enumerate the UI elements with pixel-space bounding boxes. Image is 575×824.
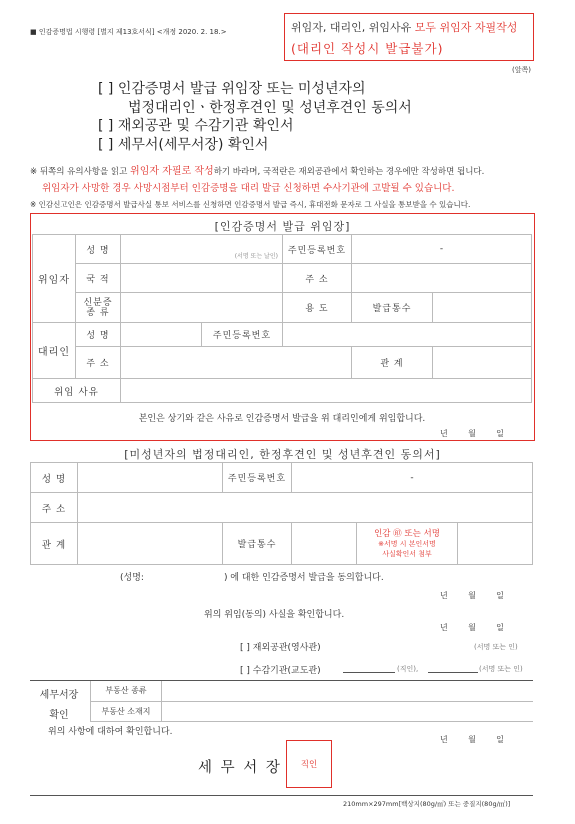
realty-location-label: 부동산 소재지 — [91, 701, 162, 721]
note-1 — [30, 162, 484, 177]
consent-seal-field[interactable] — [357, 523, 458, 565]
delegator-address-field[interactable] — [352, 264, 532, 293]
agent-name-label: 성 명 — [76, 323, 121, 347]
delegation-table — [32, 234, 532, 403]
consent-agreement — [120, 570, 384, 583]
agree-suffix: ) 에 대한 인감증명서 발급을 동의합니다. — [223, 573, 384, 583]
consent-name-label: 성 명 — [31, 463, 78, 493]
front-label: (앞쪽) — [512, 66, 531, 74]
agent-address-label: 주 소 — [76, 347, 121, 379]
note-1-prefix: ※ 뒤쪽의 유의사항을 읽고 — [30, 167, 131, 177]
consent-date: 년 월 일 — [440, 591, 504, 600]
notice-box — [284, 13, 534, 61]
copies-field[interactable] — [433, 293, 532, 323]
tax-table — [90, 681, 533, 722]
embassy-line[interactable]: [ ] 재외공관(영사관) — [240, 643, 321, 653]
title-line-4: [ ] 세무서(세무서장) 확인서 — [98, 136, 269, 153]
realty-location-field[interactable] — [162, 701, 534, 721]
agent-rrn-field[interactable] — [283, 323, 532, 347]
delegator-label: 위임자 — [33, 235, 76, 323]
confirm-date: 년 월 일 — [440, 623, 504, 632]
consent-copies-field[interactable] — [292, 523, 357, 565]
title-line-1: [ ] 인감증명서 발급 위임장 또는 미성년자의 — [98, 81, 366, 97]
consent-rrn-dash: - — [410, 472, 414, 483]
delegator-rrn-field[interactable] — [352, 235, 532, 264]
tax-date: 년 월 일 — [440, 735, 504, 744]
reason-field[interactable] — [121, 379, 532, 403]
paper-spec: 210mm×297mm[백상지(80g/㎡) 또는 중질지(80g/㎡)] — [343, 800, 511, 808]
id-type-field[interactable] — [121, 293, 283, 323]
consent-spacer — [458, 523, 533, 565]
agent-rrn-label: 주민등록번호 — [202, 323, 283, 347]
note-1-suffix: 하기 바라며, 국적란은 재외공관에서 확인하는 경우에만 작성하면 됩니다. — [213, 167, 485, 177]
sign-hint: (서명 또는 날인) — [234, 253, 278, 260]
relation-field[interactable] — [433, 347, 532, 379]
prison-line[interactable]: [ ] 수감기관(교도관) — [240, 666, 321, 676]
consent-address-field[interactable] — [78, 493, 533, 523]
title-line-2: 법정대리인ㆍ한정후견인 및 성년후견인 동의서 — [128, 99, 412, 116]
consent-rrn-field[interactable] — [292, 463, 533, 493]
footer-divider — [30, 795, 533, 796]
rrn-dash: - — [439, 244, 444, 254]
id-type-label — [76, 293, 121, 323]
tax-label-1: 세무서장 — [39, 690, 79, 701]
notice-line1-b: 모두 위임자 자필작성 — [414, 21, 518, 34]
title-line-3: [ ] 재외공관 및 수감기관 확인서 — [98, 118, 294, 134]
address-label: 주 소 — [283, 264, 352, 293]
consent-name-field[interactable] — [78, 463, 223, 493]
consent-relation-label: 관 계 — [31, 523, 78, 565]
agree-prefix: (성명: — [120, 573, 144, 583]
note-1-red: 위임자 자필로 작성 — [130, 166, 214, 177]
note-3: ※ 인감신고인은 인감증명서 발급사실 통보 서비스를 신청하면 인감증명서 발급 즉시, 휴대전화 문자로 그 사실을 통보받을 수 있습니다. — [30, 200, 471, 209]
purpose-label: 용 도 — [283, 293, 352, 323]
reason-label: 위임 사유 — [33, 379, 121, 403]
form-title — [98, 80, 412, 154]
delegation-date: 년 월 일 — [440, 429, 504, 438]
agent-name-field[interactable] — [121, 323, 202, 347]
confirm-text: 위의 위임(동의) 사실을 확인합니다. — [204, 610, 345, 620]
nationality-field[interactable] — [121, 264, 283, 293]
note-2: 위임자가 사망한 경우 사망시점부터 인감증명을 대리 발급 신청하면 수사기관에 고발될 수 있습니다. — [42, 183, 455, 194]
nationality-label: 국 적 — [76, 264, 121, 293]
consent-copies-label: 발급통수 — [223, 523, 292, 565]
form-reference: ■ 인감증명법 시행령 [별지 제13호서식] <개정 2020. 2. 18.> — [30, 28, 227, 36]
consent-table — [30, 462, 533, 565]
seal-box[interactable] — [286, 740, 332, 788]
delegation-statement: 본인은 상기와 같은 사유로 인감증명서 발급을 위 대리인에게 위임합니다. — [138, 414, 426, 424]
agent-label: 대리인 — [33, 323, 76, 379]
rrn-label: 주민등록번호 — [283, 235, 352, 264]
seal-text: 직인 — [300, 760, 318, 770]
seal-note-2: 사실확인서 첨부 — [382, 549, 432, 558]
tax-confirm-text: 위의 사항에 대하여 확인합니다. — [48, 727, 173, 737]
tax-office-name: 세 무 서 장 — [198, 760, 282, 776]
prison-blank-1[interactable] — [343, 672, 395, 673]
seal-red-text: 인감 ㊞ 또는 서명 — [374, 528, 440, 539]
consent-address-label: 주 소 — [31, 493, 78, 523]
consent-rrn-label: 주민등록번호 — [223, 463, 292, 493]
tax-label-2: 확인 — [49, 710, 69, 721]
agent-address-field[interactable] — [121, 347, 352, 379]
seal-note-1: ※서명 시 본인서명 — [378, 539, 436, 548]
prison-sign: (서명 또는 인) — [479, 665, 523, 673]
notice-line2: (대리인 작성시 발급불가) — [291, 41, 444, 56]
prison-blank-2[interactable] — [428, 672, 478, 673]
name-label: 성 명 — [76, 235, 121, 264]
delegator-name-field[interactable] — [121, 235, 283, 264]
notice-line1-a: 위임자, 대리인, 위임사유 — [291, 21, 415, 34]
id-type-label-1: 신분증 — [83, 297, 113, 308]
tax-label — [30, 686, 88, 726]
realty-type-field[interactable] — [162, 681, 534, 701]
relation-label: 관 계 — [352, 347, 433, 379]
consent-relation-field[interactable] — [78, 523, 223, 565]
realty-type-label: 부동산 종류 — [91, 681, 162, 701]
delegation-title: [인감증명서 발급 위임장] — [214, 220, 351, 233]
consent-title: [미성년자의 법정대리인, 한정후견인 및 성년후견인 동의서] — [124, 448, 441, 461]
embassy-sign: (서명 또는 인) — [474, 643, 518, 651]
prison-rank: (직인), — [397, 665, 419, 673]
copies-label: 발급통수 — [352, 293, 433, 323]
id-type-label-2: 종 류 — [86, 307, 110, 318]
